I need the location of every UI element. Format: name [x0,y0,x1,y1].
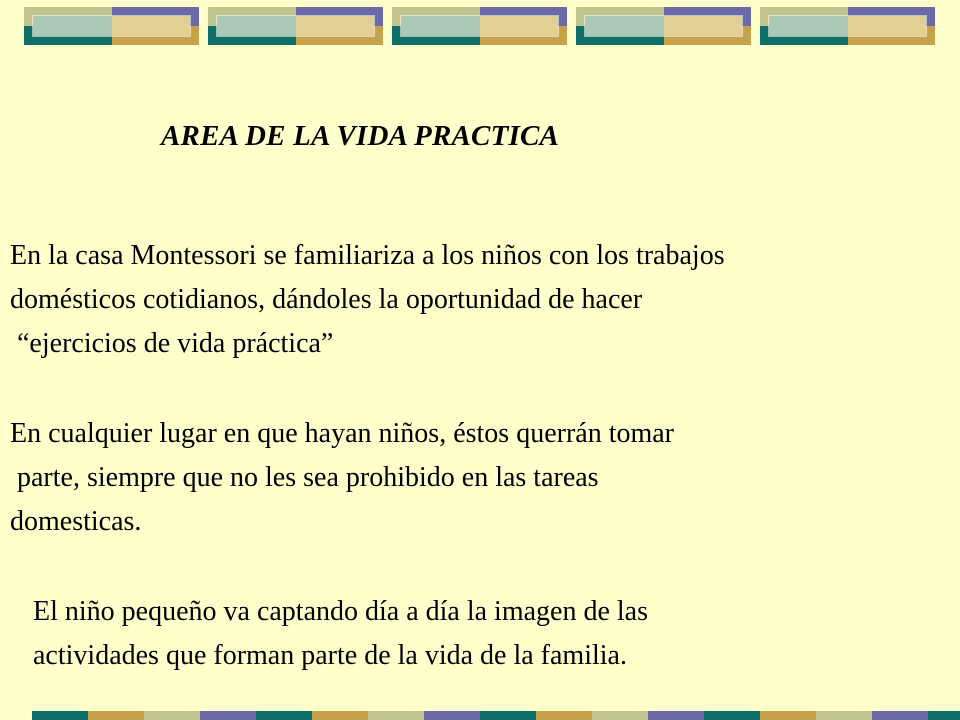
decorative-strip-segment [816,711,872,720]
paragraph-line: “ejercicios de vida práctica” [10,328,334,359]
decorative-strip-segment [88,711,144,720]
top-decorative-band [0,0,960,48]
decorative-strip-segment [312,711,368,720]
decorative-strip-segment [144,711,200,720]
decorative-strip-segment [368,711,424,720]
paragraph-line: En cualquier lugar en que hayan niños, éstos querrán tomar [10,418,675,449]
paragraph-line: actividades que forman parte de la vida de la familia. [33,640,627,671]
paragraph-line: El niño pequeño va captando día a día la imagen de las [33,596,649,627]
bottom-decorative-band [0,711,960,720]
decorative-tile [392,7,567,45]
paragraph-line: parte, siempre que no les sea prohibido en las tareas [10,462,599,493]
paragraph-line: En la casa Montessori se familiariza a los niños con los trabajos [10,240,725,271]
decorative-tile [576,7,751,45]
decorative-strip-segment [760,711,816,720]
decorative-strip-segment [648,711,704,720]
paragraph-line: domesticas. [10,506,142,537]
decorative-strip-segment [536,711,592,720]
paragraph-montessori-house [10,234,725,366]
decorative-strip-segment [200,711,256,720]
decorative-strip-segment [480,711,536,720]
decorative-strip-segment [704,711,760,720]
decorative-strip-segment [872,711,928,720]
decorative-strip-segment [32,711,88,720]
paragraph-children-participation [10,412,674,544]
paragraph-small-child [33,590,648,678]
decorative-strip-segment [256,711,312,720]
decorative-strip-segment [592,711,648,720]
slide-title: AREA DE LA VIDA PRACTICA [161,120,560,152]
decorative-tile [208,7,383,45]
decorative-tile [24,7,199,45]
decorative-strip-segment [928,711,960,720]
paragraph-line: domésticos cotidianos, dándoles la oportunidad de hacer [10,284,643,315]
decorative-tile [760,7,935,45]
decorative-strip-segment [424,711,480,720]
